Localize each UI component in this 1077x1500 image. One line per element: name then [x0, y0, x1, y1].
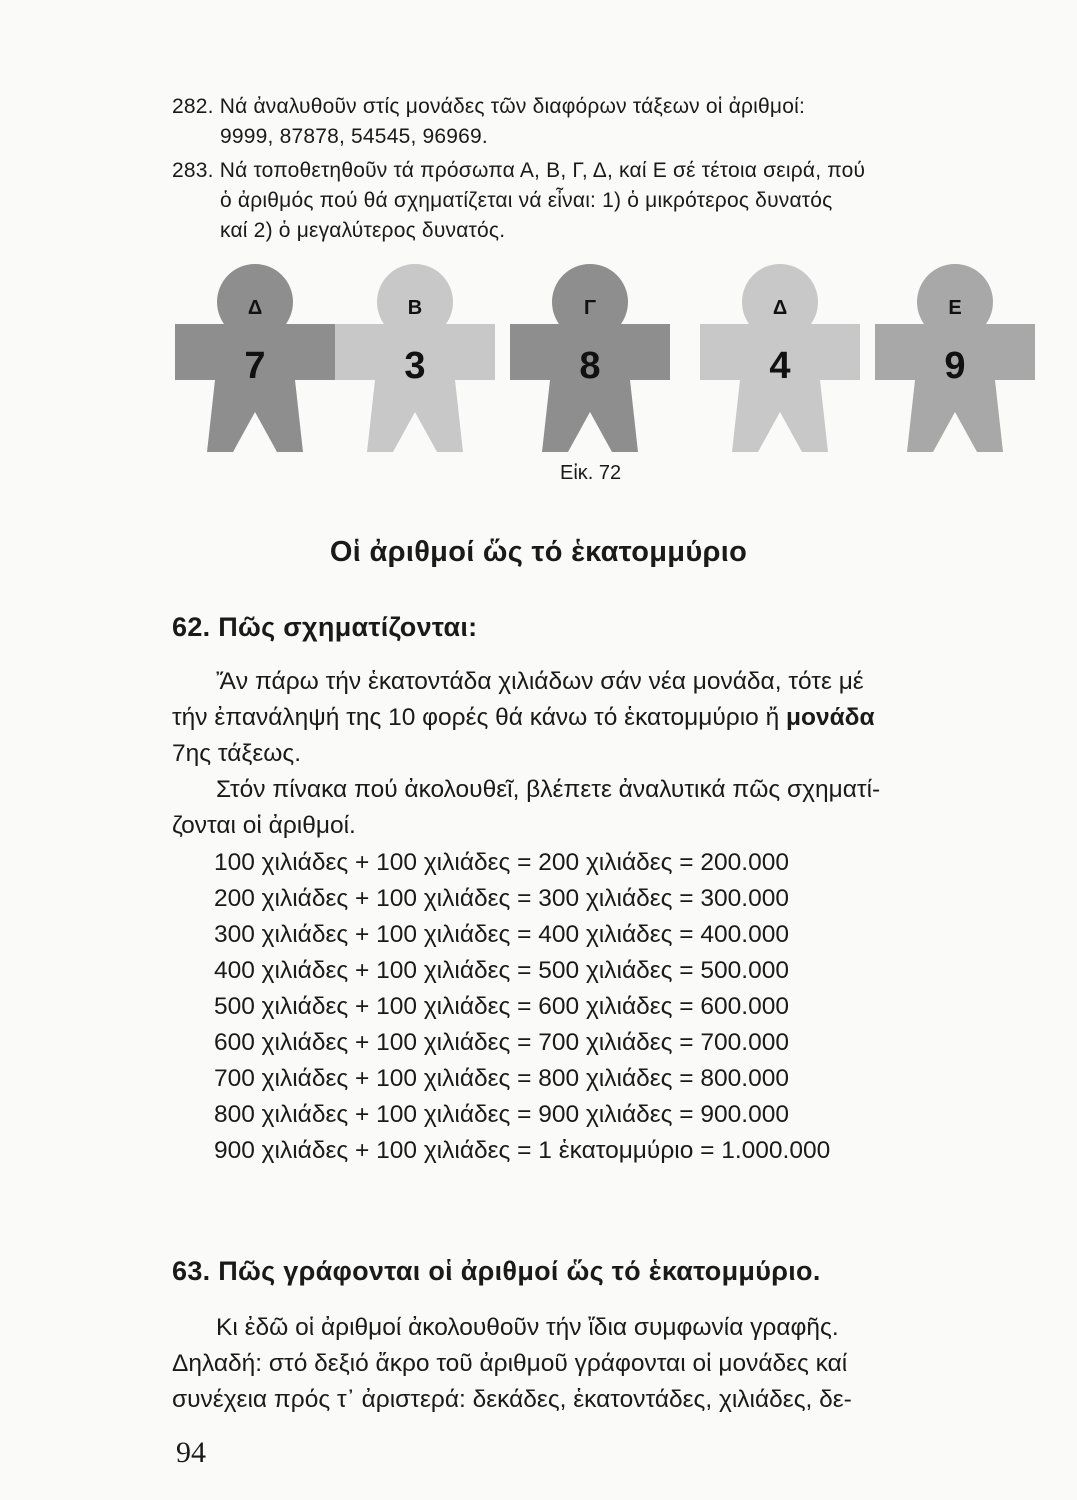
exercise-282: [172, 92, 805, 152]
section-title: Οἱ ἀριθμοί ὥς τό ἑκατομμύριο: [329, 536, 748, 568]
q63-paragraph: [172, 1310, 1042, 1418]
sums-table: [214, 845, 830, 1169]
person-letter: Ε: [948, 297, 962, 319]
person-body: [510, 324, 670, 452]
person-figure: [175, 264, 335, 452]
sum-row: 600 χιλιάδες + 100 χιλιάδες = 700 χιλιάδες = 700.000: [214, 1029, 789, 1056]
page-number: 94: [176, 1436, 206, 1469]
person-body: [700, 324, 860, 452]
person-number: 8: [579, 345, 601, 387]
figure-svg: [160, 262, 1040, 462]
sum-row: 100 χιλιάδες + 100 χιλιάδες = 200 χιλιάδες = 200.000: [214, 849, 789, 876]
sum-row: 900 χιλιάδες + 100 χιλιάδες = 1 ἑκατομμύριο = 1.000.000: [214, 1137, 831, 1164]
person-letter: Β: [407, 297, 423, 319]
person-body: [175, 324, 335, 452]
person-figure: [700, 264, 860, 452]
q62-title: 62. Πῶς σχηματίζονται:: [172, 612, 478, 642]
q62-paragraph1: [172, 664, 1042, 772]
person-figure: [335, 264, 495, 452]
person-letter: Δ: [247, 297, 263, 319]
sum-row: 500 χιλιάδες + 100 χιλιάδες = 600 χιλιάδες = 600.000: [214, 993, 789, 1020]
sum-row: 200 χιλιάδες + 100 χιλιάδες = 300 χιλιάδες = 300.000: [214, 885, 789, 912]
exercise-283-line2: ὁ ἀριθμός πού θά σχηματίζεται νά εἶναι: 1) ὁ μικρότερος δυνατός: [220, 189, 833, 212]
exercise-283: [172, 156, 865, 246]
person-number: 9: [944, 345, 966, 387]
person-figure: [510, 264, 670, 452]
q62-para1-line1: Ἄν πάρω τήν ἑκατοντάδα χιλιάδων σάν νέα μονάδα, τότε μέ: [216, 668, 864, 695]
q62-para2-line1: Στόν πίνακα πού ἀκολουθεῖ, βλέπετε ἀναλυτικά πῶς σχηματί-: [216, 776, 881, 803]
q62-para2-line2: ζονται οἱ ἀριθμοί.: [172, 812, 356, 839]
q62-para1-bold: μονάδα: [786, 704, 875, 731]
sum-row: 300 χιλιάδες + 100 χιλιάδες = 400 χιλιάδες = 400.000: [214, 921, 789, 948]
q62-paragraph2: [172, 772, 1042, 844]
q62-para1-line2: τήν ἐπανάληψή της 10 φορές θά κάνω τό ἑκατομμύριο ἤ: [172, 704, 787, 731]
exercise-282-line1: 282. Νά ἀναλυθοῦν στίς μονάδες τῶν διαφόρων τάξεων οἱ ἀριθμοί:: [172, 95, 806, 118]
sum-row: 400 χιλιάδες + 100 χιλιάδες = 500 χιλιάδες = 500.000: [214, 957, 789, 984]
sum-row: 700 χιλιάδες + 100 χιλιάδες = 800 χιλιάδες = 800.000: [214, 1065, 789, 1092]
person-body: [875, 324, 1035, 452]
person-number: 7: [244, 345, 266, 387]
sum-row: 800 χιλιάδες + 100 χιλιάδες = 900 χιλιάδες = 900.000: [214, 1101, 789, 1128]
person-body: [335, 324, 495, 452]
q63-title: 63. Πῶς γράφονται οἱ ἀριθμοί ὥς τό ἑκατομμύριο.: [172, 1256, 821, 1286]
q63-line1: Κι ἐδῶ οἱ ἀριθμοί ἀκολουθοῦν τήν ἴδια συμφωνία γραφῆς.: [216, 1314, 839, 1341]
exercise-283-line3: καί 2) ὁ μεγαλύτερος δυνατός.: [220, 219, 506, 242]
figure-caption: Εἰκ. 72: [560, 462, 622, 484]
exercise-283-line1: 283. Νά τοποθετηθοῦν τά πρόσωπα Α, Β, Γ, Δ, καί Ε σέ τέτοια σειρά, πού: [172, 159, 866, 182]
person-number: 4: [769, 345, 791, 387]
person-letter: Γ: [583, 297, 597, 319]
q63-line3: συνέχεια πρός τ᾽ ἀριστερά: δεκάδες, ἑκατοντάδες, χιλιάδες, δε-: [172, 1386, 852, 1413]
exercise-282-numbers: 9999, 87878, 54545, 96969.: [220, 125, 488, 148]
person-figure: [875, 264, 1035, 452]
figure-people: [160, 262, 1040, 462]
q62-para1-line3: 7ης τάξεως.: [172, 740, 301, 767]
person-letter: Δ: [772, 297, 788, 319]
person-number: 3: [404, 345, 426, 387]
q63-line2: Δηλαδή: στό δεξιό ἄκρο τοῦ ἀριθμοῦ γράφονται οἱ μονάδες καί: [172, 1350, 848, 1377]
